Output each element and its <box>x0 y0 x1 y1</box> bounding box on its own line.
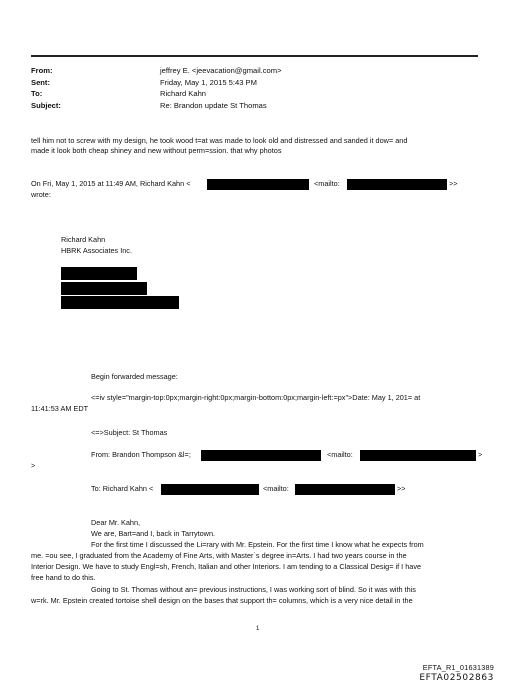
redaction-box <box>161 484 259 495</box>
forwarded-to-close: >> <box>397 484 406 493</box>
reply-line: tell him not to screw with my design, he took wood t=at was made to look old and distressed and sanded it dow= and <box>31 136 408 145</box>
letter-paragraph-line: free hand to do this. <box>31 573 96 582</box>
forwarded-style-line: <=iv style="margin-top:0px;margin-right:0px;margin-bottom:0px;margin-left:=px">Date: May 1, 201= at <box>91 393 421 402</box>
letter-paragraph-line: w=rk. Mr. Epstein created tortoise shell design on the bases that support th= columns, which is a very nice detail in the <box>31 596 413 605</box>
quote-header-wrote: wrote: <box>31 190 51 199</box>
redaction-box <box>61 267 137 280</box>
forwarded-from: From: Brandon Thompson &l=; <box>91 450 191 459</box>
signature-name: Richard Kahn <box>61 235 106 244</box>
forwarded-from-close: > <box>478 450 483 459</box>
from-value: jeffrey E. <jeevacation@gmail.com> <box>160 66 282 75</box>
reply-line: made it look both cheap shiney and new without perm=ssion. that why photos <box>31 146 282 155</box>
to-label: To: <box>31 89 43 98</box>
footer-doc-id-small: EFTA_R1_01631389 <box>422 663 494 672</box>
letter-paragraph-line: me. =ou see, I graduated from the Academy of Fine Arts, with Master`s degree in=Arts. I had two years course in the <box>31 551 407 560</box>
to-value: Richard Kahn <box>160 89 207 98</box>
letter-paragraph-line: Going to St. Thomas without an= previous instructions, I was working sort of blind. So it was with this <box>91 585 416 594</box>
letter-paragraph-line: We are, Bart=and I, back in Tarrytown. <box>91 529 216 538</box>
footer-doc-id-large: EFTA02502863 <box>419 673 494 683</box>
forwarded-to: To: Richard Kahn < <box>91 484 154 493</box>
redaction-box <box>360 450 476 461</box>
sent-label: Sent: <box>31 78 50 87</box>
sent-value: Friday, May 1, 2015 5:43 PM <box>160 78 257 87</box>
signature-company: HBRK Associates Inc. <box>61 246 132 255</box>
page-number: 1 <box>256 626 260 632</box>
letter-paragraph-line: Interior Design. We have to study Engl=sh, French, Italian and other Interiors. I am tending to a Classical Desig= if I have <box>31 562 422 571</box>
quote-header-close: >> <box>449 179 458 188</box>
forwarded-from-close: > <box>31 461 36 470</box>
from-label: From: <box>31 66 53 75</box>
redaction-box <box>207 179 309 190</box>
forwarded-to-mailto: <mailto: <box>263 484 289 493</box>
letter-paragraph-line: For the first time I discussed the Li=rary with Mr. Epstein. For the first time I know what he expects from <box>91 540 424 549</box>
quote-header-mailto: <mailto: <box>314 179 340 188</box>
subject-label: Subject: <box>31 101 61 110</box>
forwarded-label: Begin forwarded message: <box>91 372 178 381</box>
redaction-box <box>61 296 179 309</box>
redaction-box <box>201 450 321 461</box>
redaction-box <box>295 484 395 495</box>
subject-value: Re: Brandon update St Thomas <box>160 101 267 110</box>
redaction-box <box>347 179 447 190</box>
redaction-box <box>61 282 147 295</box>
forwarded-subject: <=>Subject: St Thomas <box>91 428 168 437</box>
letter-salutation: Dear Mr. Kahn, <box>91 518 141 527</box>
header-rule <box>31 55 478 57</box>
forwarded-from-mailto: <mailto: <box>327 450 353 459</box>
forwarded-date-time: 11:41:53 AM EDT <box>31 404 89 413</box>
quote-header-text: On Fri, May 1, 2015 at 11:49 AM, Richard Kahn < <box>31 179 191 188</box>
